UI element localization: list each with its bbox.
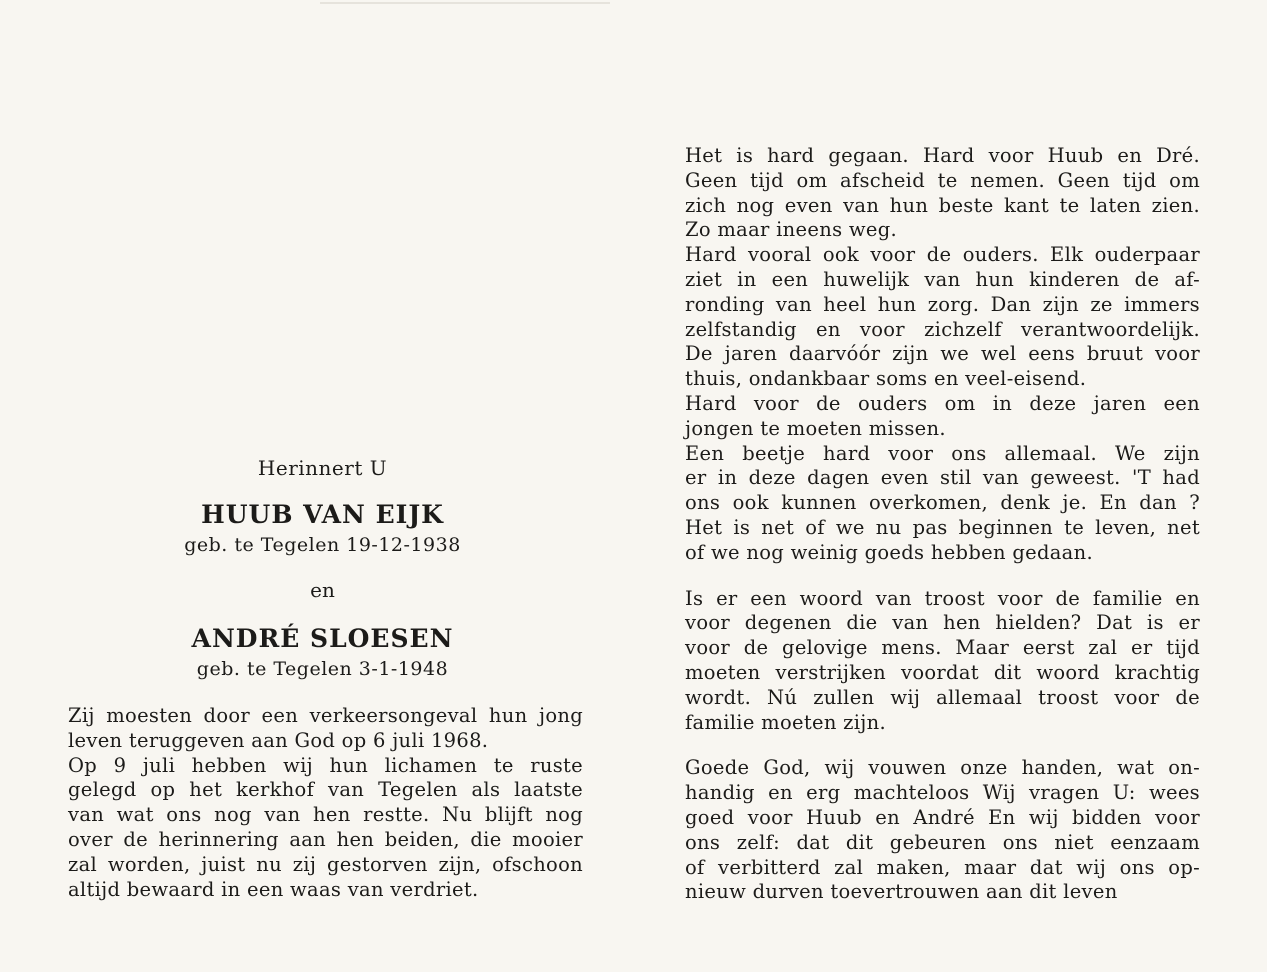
text-line: over de herinnering aan hen beiden, die mooier <box>68 827 583 851</box>
text-line: er in deze dagen even stil van geweest. 'T had <box>685 466 1200 490</box>
text-line: Hard vooral ook voor de ouders. Elk ouderpaar <box>685 243 1200 267</box>
right-paragraph-3 <box>685 756 1200 905</box>
right-paragraph-2 <box>685 587 1200 736</box>
paragraph-gap <box>685 735 1200 756</box>
text-line: thuis, ondankbaar soms en veel-eisend. <box>685 367 1087 391</box>
text-line: altijd bewaard in een waas van verdriet. <box>68 877 479 901</box>
text-line: handig en erg machteloos Wij vragen U: wees <box>685 781 1200 805</box>
text-line: Een beetje hard voor ons allemaal. We zijn <box>685 441 1200 465</box>
person1-name: HUUB VAN EIJK <box>201 500 444 529</box>
text-line: of verbitterd zal maken, maar dat wij ons op- <box>685 855 1200 879</box>
text-line: Het is hard gegaan. Hard voor Huub en Dré. <box>685 144 1200 167</box>
text-line: De jaren daarvóór zijn we wel eens bruut voor <box>685 342 1200 366</box>
text-line: Is er een woord van troost voor de familie en <box>685 586 1200 610</box>
text-line: moeten verstrijken voordat dit woord krachtig <box>685 660 1200 684</box>
text-line: voor degenen die van hen hielden? Dat is er <box>685 611 1200 635</box>
text-line: jongen te moeten missen. <box>685 416 946 440</box>
text-line: van wat ons nog van hen restte. Nu blijft nog <box>68 803 583 827</box>
text-line: Op 9 juli hebben wij hun lichamen te ruste <box>68 753 583 777</box>
text-line: Geen tijd om afscheid te nemen. Geen tijd om <box>685 168 1200 192</box>
text-line: Zo maar ineens weg. <box>685 218 898 242</box>
remember-heading: Herinnert U <box>257 456 388 480</box>
person2-name: ANDRÉ SLOESEN <box>191 624 454 653</box>
text-line: gelegd op het kerkhof van Tegelen als laatste <box>68 778 583 802</box>
left-paragraph <box>60 704 583 902</box>
text-line: of we nog weinig goeds hebben gedaan. <box>685 540 1093 564</box>
text-line: zelfstandig en voor zichzelf verantwoordelijk. <box>685 317 1200 341</box>
text-line: Hard voor de ouders om in deze jaren een <box>685 391 1200 415</box>
conjunction: en <box>310 578 335 602</box>
right-paragraph-1 <box>685 144 1200 566</box>
text-line: nieuw durven toevertrouwen aan dit leven <box>685 880 1118 904</box>
text-line: ronding van heel hun zorg. Dan zijn ze immers <box>685 292 1200 316</box>
text-line: ons ook kunnen overkomen, denk je. En dan ? <box>685 491 1200 515</box>
text-line: Goede God, wij vouwen onze handen, wat on- <box>685 756 1200 780</box>
text-line: leven teruggeven aan God op 6 juli 1968. <box>68 728 489 752</box>
text-line: familie moeten zijn. <box>685 710 886 734</box>
person1-birth: geb. te Tegelen 19-12-1938 <box>184 534 461 556</box>
person2-birth: geb. te Tegelen 3-1-1948 <box>196 658 449 680</box>
paragraph-gap <box>685 566 1200 587</box>
text-line: ons zelf: dat dit gebeuren ons niet eenzaam <box>685 830 1200 854</box>
text-line: Het is net of we nu pas beginnen te leven, net <box>685 515 1200 539</box>
text-line: Zij moesten door een verkeersongeval hun jong <box>68 704 583 727</box>
fold-line <box>320 2 610 4</box>
text-line: voor de gelovige mens. Maar eerst zal er tijd <box>685 636 1200 660</box>
text-line: ziet in een huwelijk van hun kinderen de af- <box>685 267 1200 291</box>
text-line: wordt. Nú zullen wij allemaal troost voor de <box>685 685 1200 709</box>
text-line: zich nog even van hun beste kant te laten zien. <box>685 193 1200 217</box>
text-line: zal worden, juist nu zij gestorven zijn, ofschoon <box>68 852 583 876</box>
right-page <box>685 144 1200 905</box>
left-page <box>60 452 585 902</box>
text-line: goed voor Huub en André En wij bidden voor <box>685 805 1200 829</box>
